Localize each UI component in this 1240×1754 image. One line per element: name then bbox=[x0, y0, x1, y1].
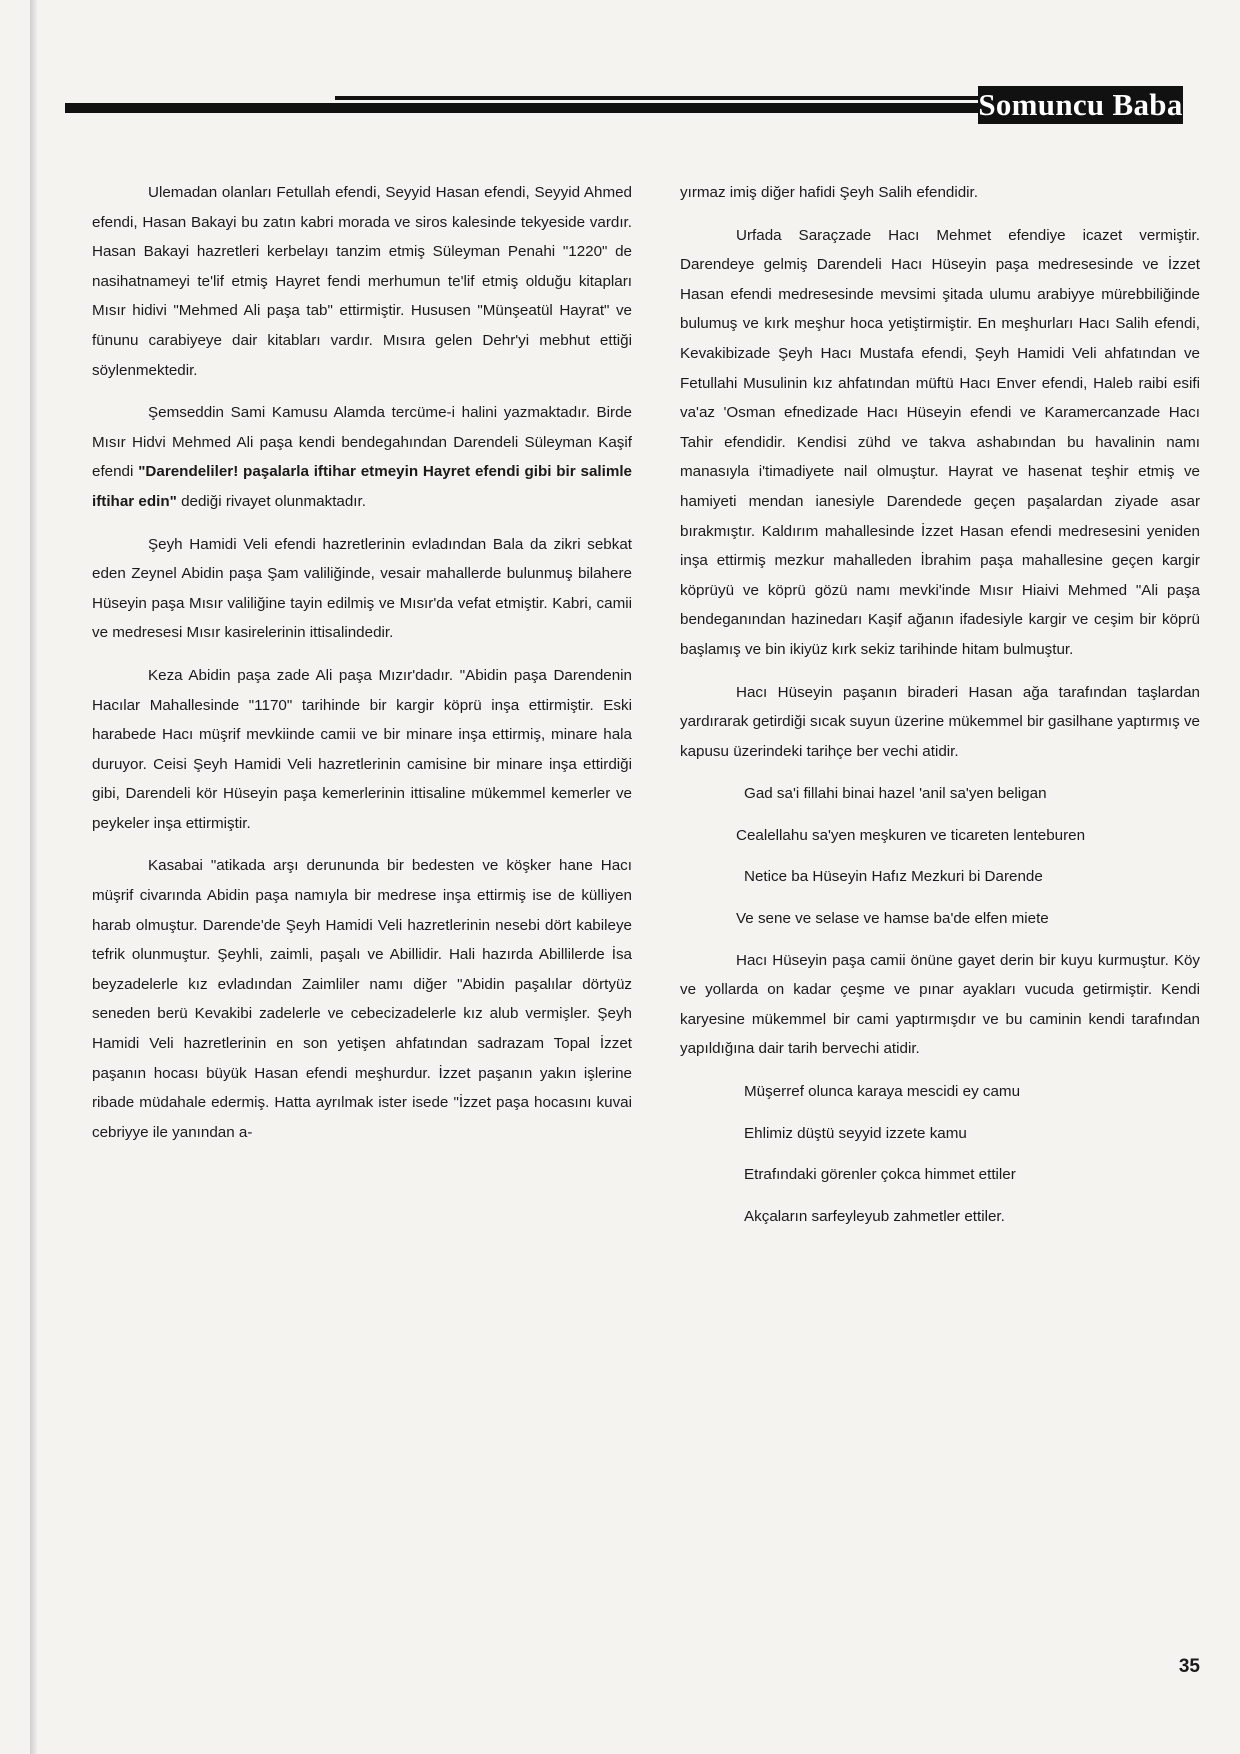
verse-line: Gad sa'i fillahi binai hazel 'anil sa'yen beligan bbox=[744, 785, 1047, 803]
verse-line: Cealellahu sa'yen meşkuren ve ticareten lenteburen bbox=[736, 826, 1086, 844]
paragraph: Hacı Hüseyin paşa camii önüne gayet derin bir kuyu kurmuştur. Köy ve yollarda on kadar çeşme ve pınar ayakları vucuda getirmiştir. Kendi karyesine mükemmel bir cami yaptırmışdır ve bu caminin kendi tarafından yapıldığına dair tarih bervechi atidir. bbox=[680, 951, 1200, 1058]
verse-line: Akçaların sarfeyleyub zahmetler ettiler. bbox=[744, 1207, 1005, 1225]
paragraph: Keza Abidin paşa zade Ali paşa Mızır'dadır. "Abidin paşa Darendenin Hacılar Mahallesinde "1170" tarihinde bir kargir köprü inşa ettirmiştir. Eski harabede Hacı müşrif mevkiinde camii ve bir minare inşa ettirmiş, minare hala duruyor. Ceisi Şeyh Hamidi Veli hazretlerinin camisine bir minare inşa ettirdiği gibi, Darendeli kör Hüseyin paşa kemerlerinin ittisaline mükemmel kemerler ve peykeler inşa ettirmiştir. bbox=[92, 666, 632, 832]
paragraph-text: Şemseddin Sami Kamusu Alamda tercüme-i halini yazmaktadır. Birde Mısır Hidvi Mehmed Ali paşa kendi bendegahından Darendeli Süleyman Kaşif efendi bbox=[92, 404, 632, 481]
verse-line: Ehlimiz düştü seyyid izzete kamu bbox=[744, 1124, 967, 1142]
page-header bbox=[65, 86, 1183, 126]
verse-line: Müşerref olunca karaya mescidi ey camu bbox=[744, 1083, 1021, 1101]
header-rule-thick bbox=[65, 103, 1025, 113]
paragraph: yırmaz imiş diğer hafidi Şeyh Salih efendidir. bbox=[680, 184, 978, 201]
paragraph: Hacı Hüseyin paşanın biraderi Hasan ağa tarafından taşlardan yardırarak getirdiği sıcak suyun üzerine mükemmel bir gasilhane yaptırmış ve kapusu üzerindeki tarihçe ber vechi atidir. bbox=[680, 683, 1200, 760]
paragraph-with-quote bbox=[92, 398, 632, 516]
paragraph: Kasabai "atikada arşı derununda bir bedesten ve köşker hane Hacı müşrif civarında Abidin paşa namıyla bir medrese inşa ettirmiş ise de külliyen harab olmuştur. Darende'de Şeyh Hamidi Veli hazretlerinin nesebi dört kabileye tefrik olunmuştur. Şeyhli, zaimli, paşalı ve Abillidir. Hali hazırda Abillilerde İsa beyzadelerle kız evladından Zaimliler namı diğer "Abidin paşalılar dörtyüz seneden berü Kevakibi zadelerle ve cebecizadelerle kız alub vermişler. Şeyh Hamidi Veli hazretlerinin en son yetişen ahfatından sadrazam Topal İzzet paşanın hocası büyük Hasan efendi meşhurdur. İzzet paşanın yakın işlerine ribade müdahale edermiş. Hatta ayrılmak ister isede "İzzet paşa hocasını kuvai cebriyye ile yanından a- bbox=[92, 857, 632, 1141]
verse-line: Netice ba Hüseyin Hafız Mezkuri bi Darende bbox=[744, 868, 1043, 886]
paragraph-text: dediği rivayet olunmaktadır. bbox=[181, 492, 366, 510]
paragraph: Urfada Saraçzade Hacı Mehmet efendiye icazet vermiştir. Darendeye gelmiş Darendeli Hacı Hüseyin paşa medresesinde ve İzzet Hasan efendi medresesinde mevsimi şitada ulumu arabiyye mürebbiliğinde bulumuş ve kırk meşhur hoca yetiştirmiştir. En meşhurları Hacı Salih efendi, Kevakibizade Şeyh Hacı Mustafa efendi, Şeyh Hamidi Veli ahfatından ve Fetullahi Musulinin kız ahfatından müftü Hacı Enver efendi, Haleb raibi esifi va'az 'Osman efnedizade Hacı Hüseyin efendi ve Karamercanzade Hacı Tahir efendidir. Kendisi zühd ve takva ashabından bu havalinin namı manasıyla i'timadiyete nail olmuştur. Hayrat ve hasenat teşhir etmiş ve hamiyeti mendan ianesiyle Darendede geçen paşalardan ziyade asar bırakmıştır. Kaldırım mahallesinde İzzet Hasan efendi medresesini yeniden inşa ettirmiş mezkur mahalleden İbrahim paşa mahallesine geçen kargir köprüyü ve köprü gözü namı mevki'inde Mısır Hiaivi Mehmed "Ali paşa bendeganından hazinedarı Kaşif ağanın ifadesiyle kargir ve ceşim bir köprü başlamış ve bin ikiyüz kırk sekiz tarihinde hitam bulmuştur. bbox=[680, 226, 1200, 658]
right-column bbox=[680, 178, 1200, 1243]
verse-line: Ve sene ve selase ve hamse ba'de elfen miete bbox=[736, 910, 1049, 928]
bold-quote: "Darendeliler! paşalarla iftihar etmeyin Hayret efendi gibi bir salimle iftihar edin" bbox=[92, 463, 632, 510]
header-badge: Somuncu Baba bbox=[978, 87, 1183, 122]
paragraph: Ulemadan olanları Fetullah efendi, Seyyid Hasan efendi, Seyyid Ahmed efendi, Hasan Bakayi bu zatın kabri morada ve siros kalesinde tekyeside vardır. Hasan Bakayi hazretleri kerbelayı tanzim etmiş Süleyman Penahi "1220" de nasihatnameyi te'lif etmiş Hayret fendi merhumun te'lif etmiş olduğu kitapları Mısır hidivi "Mehmed Ali paşa tab" ettirmiştir. Hususen "Münşeatül Hayrat" ve fünunu carabiyeye dair kitabları vardır. Mısıra gelen Dehr'yi mebhut ettiği söylenmektedir. bbox=[92, 184, 632, 379]
header-rule-thin bbox=[335, 96, 1025, 100]
left-column bbox=[92, 178, 632, 1160]
page-number: 35 bbox=[1178, 1656, 1200, 1677]
paragraph: Şeyh Hamidi Veli efendi hazretlerinin evladından Bala da zikri sebkat eden Zeynel Abidin paşa Şam valiliğinde, vesair mahallerde bulunmuş bilahere Hüseyin paşa Mısır valiliğine tayin edilmiş ve Mısır'da vefat etmiştir. Kabri, camii ve medresesi Mısır kasirelerinin ittisalindedir. bbox=[92, 535, 632, 642]
page-binding-shadow bbox=[30, 0, 38, 1754]
verse-line: Etrafındaki görenler çokca himmet ettiler bbox=[744, 1166, 1016, 1184]
